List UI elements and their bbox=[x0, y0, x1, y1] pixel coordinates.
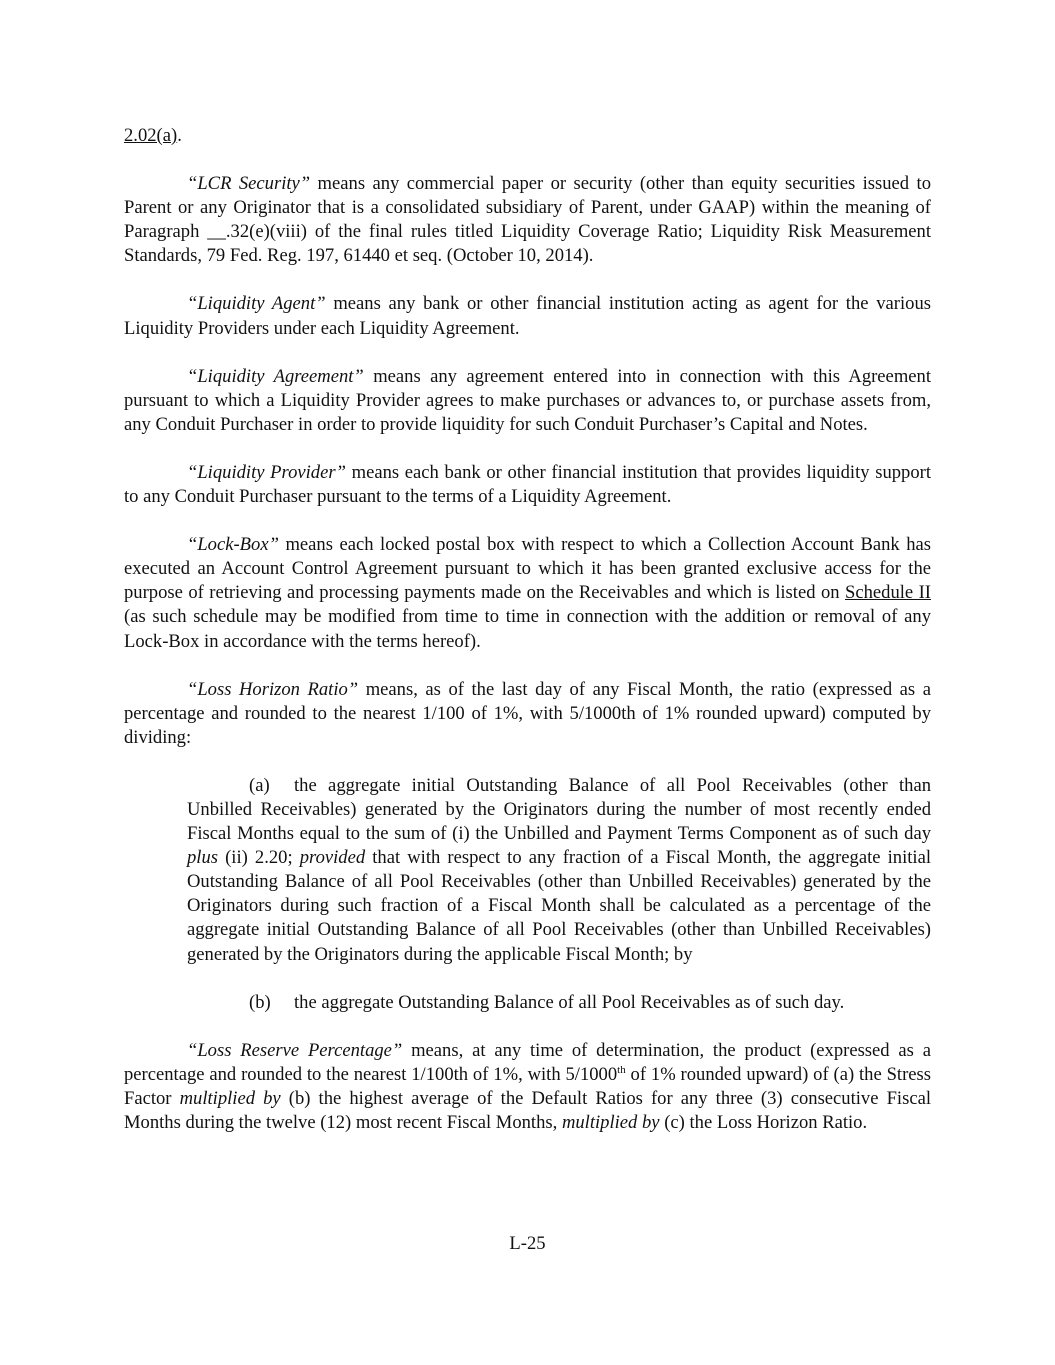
definition-loss-reserve-percentage: “Loss Reserve Percentage” means, at any time of determination, the product (expressed as a percentage and rounded to the nearest 1/100th of 1%, with 5/1000th of 1% rounded upward) of (a) the Stress Factor multiplied by (b) the highest average of the Default Ratios for any three (3) consecutive Fiscal Months during the twelve (12) most recent Fiscal Months, multiplied by (c) the Loss Horizon Ratio. bbox=[124, 1039, 931, 1133]
definition-liquidity-agent: “Liquidity Agent” means any bank or other financial institution acting as agent for the various Liquidity Providers under each Liquidity Agreement. bbox=[124, 293, 931, 339]
defined-term: “Loss Horizon Ratio” bbox=[187, 678, 359, 700]
definition-liquidity-provider: “Liquidity Provider” means each bank or other financial institution that provides liquidity support to any Conduit Purchaser pursuant to the terms of a Liquidity Agreement. bbox=[124, 461, 931, 508]
defined-term: “Lock-Box” bbox=[187, 534, 279, 556]
clause-label: (b) bbox=[249, 991, 271, 1013]
schedule-reference: Schedule II bbox=[845, 582, 931, 604]
clause-b: (b) the aggregate Outstanding Balance of all Pool Receivables as of such day. bbox=[187, 991, 931, 1015]
defined-term: “Liquidity Provider” bbox=[187, 461, 346, 483]
clause-label: (a) bbox=[249, 774, 270, 796]
defined-term: “Liquidity Agent” bbox=[187, 293, 326, 315]
definition-lock-box: “Lock-Box” means each locked postal box with respect to which a Collection Account Bank has executed an Account Control Agreement pursuant to which it has been granted exclusive access for the purpose of retrieving and processing payments made on the Receivables and which is listed on Schedule II (as such schedule may be modified from time to time in connection with the addition or removal of any Lock-Box in accordance with the terms hereof). bbox=[124, 534, 931, 652]
defined-term: “Loss Reserve Percentage” bbox=[187, 1039, 403, 1061]
section-fragment: 2.02(a). bbox=[124, 125, 182, 146]
definition-lcr-security: “LCR Security” means any commercial paper or security (other than equity securities issued to Parent or any Originator that is a consolidated subsidiary of Parent, under GAAP) within the meaning of Paragraph __.32(e)(viii) of the final rules titled Liquidity Coverage Ratio; Liquidity Risk Measurement Standards, 79 Fed. Reg. 197, 61440 et seq. (October 10, 2014). bbox=[124, 173, 931, 267]
definition-loss-horizon-ratio: “Loss Horizon Ratio” means, as of the last day of any Fiscal Month, the ratio (expressed as a percentage and rounded to the nearest 1/100 of 1%, with 5/1000th of 1% rounded upward) computed by dividing: bbox=[124, 678, 931, 748]
section-reference: 2.02(a) bbox=[124, 125, 178, 146]
page-number: L-25 bbox=[509, 1233, 546, 1254]
clause-a: (a) the aggregate initial Outstanding Balance of all Pool Receivables (other than Unbilled Receivables) generated by the Originators during the number of most recently ended Fiscal Months equal to the sum of (i) the Unbilled and Payment Terms Component as of such day plus (ii) 2.20; provided that with respect to any fraction of a Fiscal Month, the aggregate initial Outstanding Balance of all Pool Receivables (other than Unbilled Receivables) generated by the Originators during such fraction of a Fiscal Month shall be calculated as a percentage of the aggregate initial Outstanding Balance of all Pool Receivables (other than Unbilled Receivables) generated by the Originators during the applicable Fiscal Month; by bbox=[187, 774, 931, 965]
blank-field: __ bbox=[207, 221, 226, 243]
defined-term: “Liquidity Agreement” bbox=[187, 365, 364, 387]
defined-term: “LCR Security” bbox=[187, 173, 311, 195]
definition-liquidity-agreement: “Liquidity Agreement” means any agreement entered into in connection with this Agreement pursuant to which a Liquidity Provider agrees to make purchases or advances to, or purchase assets from, any Conduit Purchaser in order to provide liquidity for such Conduit Purchaser’s Capital and Notes. bbox=[124, 365, 931, 435]
